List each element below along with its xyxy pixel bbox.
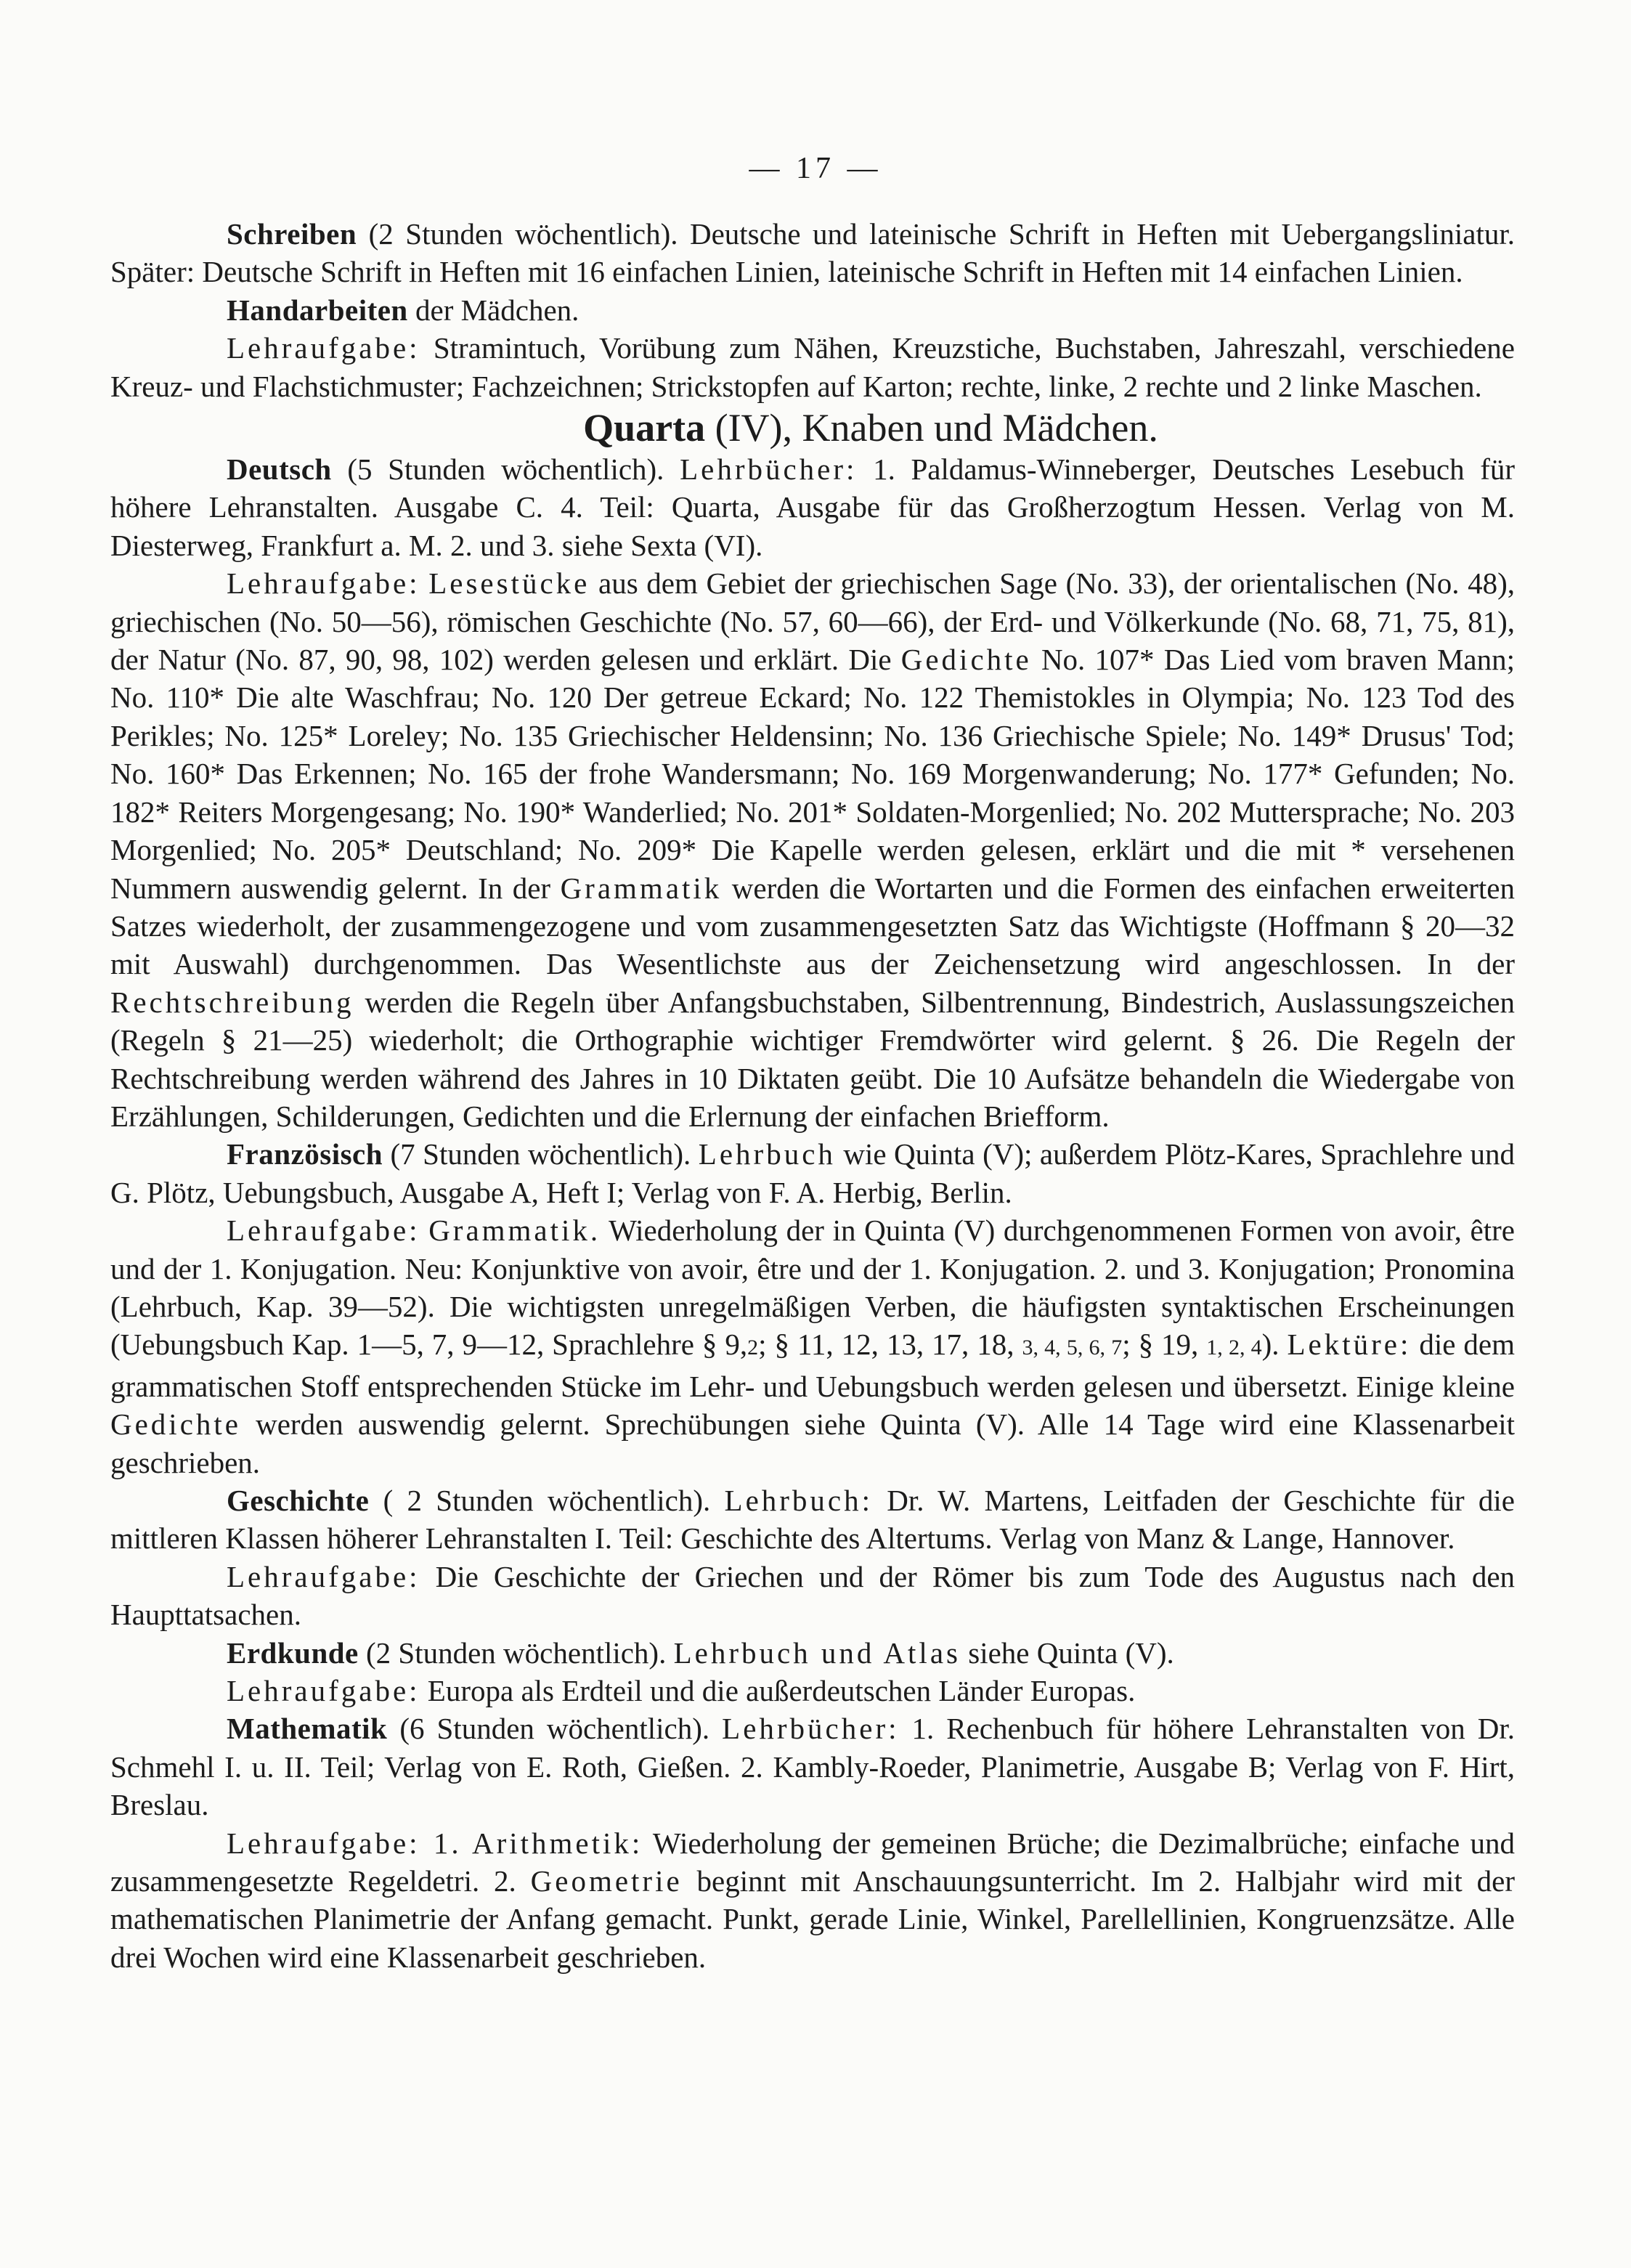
deutsch-buecher-label: Lehrbücher: bbox=[680, 452, 858, 487]
franzoesisch-ref-1: 2 bbox=[747, 1336, 759, 1360]
mathematik-title: Mathematik bbox=[227, 1712, 388, 1746]
franzoesisch-lektuere-text: die dem grammatischen Stoff entsprechenden Stücke im Lehr- und Uebungsbuch werden gelesen und übersetzt. Einige kleine bbox=[110, 1328, 1515, 1403]
handarbeiten-title: Handarbeiten bbox=[227, 293, 408, 327]
section-heading-rest: (IV), Knaben und Mädchen. bbox=[715, 406, 1158, 450]
page-body bbox=[110, 215, 1515, 1976]
mathematik-buecher-label: Lehrbücher: bbox=[722, 1712, 900, 1746]
handarbeiten-aufgabe-label: Lehraufgabe: bbox=[227, 331, 420, 365]
geschichte-buch-text: Dr. W. Martens, Leitfaden der Geschichte für die mittleren Klassen höherer Lehranstalten I. Teil: Geschichte des Altertums. Verlag von Manz & Lange, Hannover. bbox=[110, 1484, 1516, 1556]
deutsch-gedichte-label: Gedichte bbox=[900, 643, 1032, 677]
geschichte-paragraph bbox=[110, 1481, 1515, 1558]
franzoesisch-gedichte-text: werden auswendig gelernt. Sprechübungen siehe Quinta (V). Alle 14 Tage wird eine Klassenarbeit geschrieben. bbox=[110, 1407, 1515, 1479]
mathematik-geometrie-text: beginnt mit Anschauungsunterricht. Im 2. Halbjahr wird mit der mathematischen Planimetrie der Anfang gemacht. Punkt, gerade Linie, Winkel, Parellellinien, Kongruenzsätze. Alle drei Wochen wird eine Klassenarbeit geschrieben. bbox=[110, 1864, 1516, 1974]
deutsch-title: Deutsch bbox=[227, 452, 332, 487]
schreiben-title: Schreiben bbox=[227, 217, 357, 251]
deutsch-paragraph bbox=[110, 450, 1515, 564]
handarbeiten-lehraufgabe bbox=[110, 329, 1515, 405]
erdkunde-buch-label: Lehrbuch und Atlas bbox=[673, 1635, 961, 1670]
franzoesisch-lehraufgabe bbox=[110, 1211, 1515, 1481]
deutsch-gedichte-text: No. 107* Das Lied vom braven Mann; No. 110* Die alte Waschfrau; No. 120 Der getreue Eckard; No. 122 Themistokles in Olympia; No. 123 Tod des Perikles; No. 125* Loreley; No. 135 Griechischer Heldensinn; No. 136 Griechische Spiele; No. 149* Drusus' Tod; No. 160* Das Erkennen; No. 165 der frohe Wandersmann; No. 169 Morgenwanderung; No. 177* Gefunden; No. 182* Reiters Morgengesang; No. 190* Wanderlied; No. 201* Soldaten-Morgenlied; No. 202 Muttersprache; No. 203 Morgenlied; No. 205* Deutschland; No. 209* Die Kapelle werden gelesen, erklärt und die mit * versehenen Nummern auswendig gelernt. In der bbox=[110, 643, 1515, 905]
section-heading-bold: Quarta bbox=[583, 406, 706, 450]
erdkunde-intro: (2 Stunden wöchentlich). bbox=[366, 1635, 667, 1670]
franzoesisch-buch-text: wie Quinta (V); außerdem Plötz-Kares, Sprachlehre und G. Plötz, Uebungsbuch, Ausgabe A, Heft I; Verlag von F. A. Herbig, Berlin. bbox=[110, 1137, 1516, 1209]
geschichte-lehraufgabe bbox=[110, 1558, 1515, 1634]
franzoesisch-intro: (7 Stunden wöchentlich). bbox=[390, 1137, 691, 1171]
erdkunde-lehraufgabe bbox=[110, 1672, 1515, 1710]
franzoesisch-title: Französisch bbox=[227, 1137, 383, 1171]
handarbeiten-aufgabe-text: Stramintuch, Vorübung zum Nähen, Kreuzstiche, Buchstaben, Jahreszahl, verschiedene Kreuz- und Flachstichmuster; Fachzeichnen; Strickstopfen auf Karton; rechte, linke, 2 rechte und 2 linke Maschen. bbox=[110, 331, 1516, 403]
mathematik-paragraph bbox=[110, 1710, 1515, 1824]
franzoesisch-grammatik-label: Grammatik. bbox=[428, 1214, 601, 1248]
erdkunde-aufgabe-text: Europa als Erdteil und die außerdeutschen Länder Europas. bbox=[427, 1674, 1136, 1708]
deutsch-rechtschreibung-text: werden die Regeln über Anfangsbuchstaben, Silbentrennung, Bindestrich, Auslassungszeichen (Regeln § 21—25) wiederholt; die Orthographie wichtiger Fremdwörter wird gelernt. § 26. Die Regeln der Rechtschreibung werden während des Jahres in 10 Diktaten geübt. Die 10 Aufsätze behandeln die Wiedergabe von Erzählungen, Schilderungen, Gedichten und die Erlernung der einfachen Briefform. bbox=[110, 985, 1515, 1133]
franzoesisch-ref-2: 3, 4, 5, 6, 7 bbox=[1022, 1336, 1123, 1360]
deutsch-lesestuecke-label: Lesestücke bbox=[428, 566, 590, 601]
geschichte-title: Geschichte bbox=[227, 1484, 370, 1517]
franzoesisch-paragraph bbox=[110, 1135, 1515, 1211]
schreiben-paragraph bbox=[110, 215, 1515, 291]
mathematik-aufgabe-label: Lehraufgabe: 1. bbox=[227, 1826, 462, 1860]
deutsch-rechtschreibung-label: Rechtschreibung bbox=[110, 985, 354, 1019]
franzoesisch-aufgabe-label: Lehraufgabe: bbox=[227, 1214, 420, 1248]
handarbeiten-text: der Mädchen. bbox=[415, 293, 579, 327]
deutsch-grammatik-text: werden die Wortarten und die Formen des einfachen erweiterten Satzes wiederholt, der zusammengezogene und vom zusammengesetzten Satz das Wichtigste (Hoffmann § 20—32 mit Auswahl) durchgenommen. Das Wesentlichste aus der Zeichensetzung wird angeschlossen. In der bbox=[110, 871, 1516, 981]
handarbeiten-paragraph bbox=[110, 291, 1515, 329]
franzoesisch-gedichte-label: Gedichte bbox=[110, 1407, 241, 1442]
geschichte-aufgabe-label: Lehraufgabe: bbox=[227, 1559, 420, 1593]
mathematik-lehraufgabe bbox=[110, 1824, 1515, 1977]
franzoesisch-mid-1: ; § 11, 12, 13, 17, 18, bbox=[758, 1328, 1014, 1362]
franzoesisch-buch-label: Lehrbuch bbox=[698, 1137, 836, 1171]
mathematik-geometrie-label: Geometrie bbox=[530, 1864, 683, 1898]
mathematik-buecher-text: 1. Rechenbuch für höhere Lehranstalten von Dr. Schmehl I. u. II. Teil; Verlag von E. Roth, Gießen. 2. Kambly-Roeder, Planimetrie, Ausgabe B; Verlag von F. Hirt, Breslau. bbox=[110, 1712, 1516, 1822]
erdkunde-aufgabe-label: Lehraufgabe: bbox=[227, 1674, 420, 1708]
franzoesisch-end-ref: ). bbox=[1261, 1328, 1280, 1362]
schreiben-text: (2 Stunden wöchentlich). Deutsche und lateinische Schrift in Heften mit Uebergangsliniatur. Später: Deutsche Schrift in Heften mit 16 einfachen Linien, lateinische Schrift in Heften mit 14 einfachen Linien. bbox=[110, 217, 1516, 289]
deutsch-grammatik-label: Grammatik bbox=[560, 871, 723, 905]
deutsch-lehraufgabe bbox=[110, 564, 1515, 1135]
franzoesisch-grammatik-text: Wiederholung der in Quinta (V) durchgenommenen Formen von avoir, être und der 1. Konjugation. Neu: Konjunktive von avoir, être und der 1. Konjugation. 2. und 3. Konjugation; Pronomina (Lehrbuch, Kap. 39—52). Die wichtigsten unregelmäßigen Verben, die häufigsten syntaktischen Erscheinungen (Uebungsbuch Kap. 1—5, 7, 9—12, Sprachlehre § 9, bbox=[110, 1214, 1516, 1362]
mathematik-arithmetik-label: Arithmetik: bbox=[472, 1826, 643, 1860]
erdkunde-title: Erdkunde bbox=[227, 1635, 359, 1670]
franzoesisch-mid-2: ; § 19, bbox=[1122, 1328, 1199, 1362]
franzoesisch-ref-3: 1, 2, 4 bbox=[1206, 1336, 1262, 1360]
deutsch-aufgabe-label: Lehraufgabe: bbox=[227, 566, 420, 601]
geschichte-aufgabe-text: Die Geschichte der Griechen und der Römer bis zum Tode des Augustus nach den Haupttatsachen. bbox=[110, 1559, 1516, 1632]
mathematik-intro: (6 Stunden wöchentlich). bbox=[399, 1712, 710, 1746]
section-heading bbox=[110, 405, 1515, 450]
deutsch-intro: (5 Stunden wöchentlich). bbox=[347, 452, 664, 487]
mathematik-arithmetik-text: Wiederholung der gemeinen Brüche; die Dezimalbrüche; einfache und zusammengesetzte Regeldetri. 2. bbox=[110, 1826, 1516, 1898]
geschichte-buch-label: Lehrbuch: bbox=[724, 1484, 874, 1517]
erdkunde-buch-text: siehe Quinta (V). bbox=[968, 1635, 1174, 1670]
erdkunde-paragraph bbox=[110, 1634, 1515, 1672]
geschichte-intro: ( 2 Stunden wöchentlich). bbox=[383, 1484, 711, 1517]
deutsch-buecher-text: 1. Paldamus-Winneberger, Deutsches Lesebuch für höhere Lehranstalten. Ausgabe C. 4. Teil: Quarta, Ausgabe für das Großherzogtum Hessen. Verlag von M. Diesterweg, Frankfurt a. M. 2. und 3. siehe Sexta (VI). bbox=[110, 452, 1516, 562]
franzoesisch-lektuere-label: Lektüre: bbox=[1287, 1328, 1412, 1362]
page-number: — 17 — bbox=[749, 152, 882, 185]
deutsch-lesestuecke-text: aus dem Gebiet der griechischen Sage (No. 33), der orientalischen (No. 48), griechischen (No. 50—56), römischen Geschichte (No. 57, 60—66), der Erd- und Völkerkunde (No. 68, 71, 75, 81), der Natur (No. 87, 90, 98, 102) werden gelesen und erklärt. Die bbox=[110, 566, 1516, 677]
